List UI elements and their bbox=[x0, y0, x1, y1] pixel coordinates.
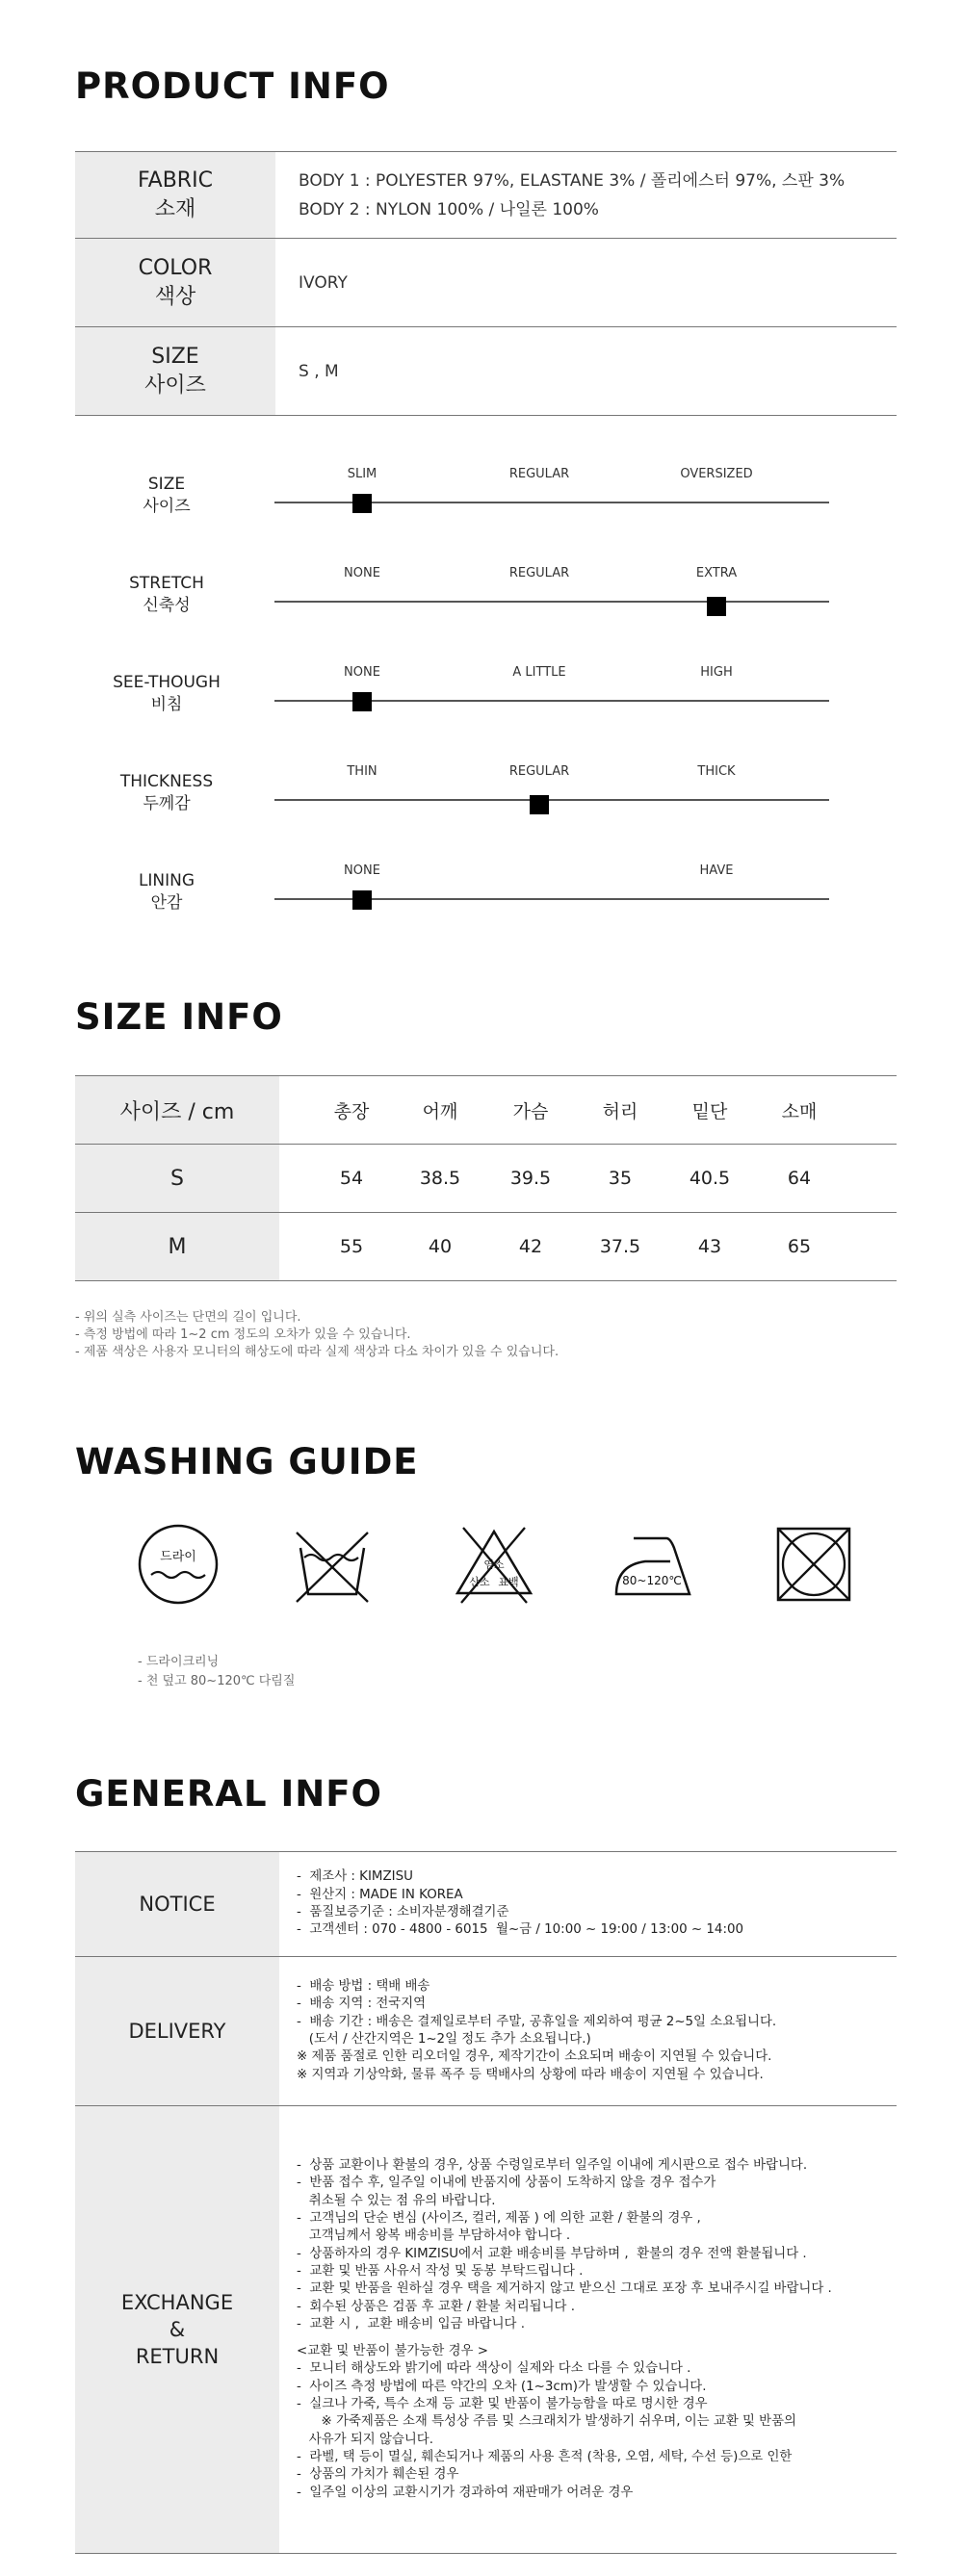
size-cell: 38.5 bbox=[419, 1168, 461, 1189]
exchange-line: - 사이즈 측정 방법에 따른 약간의 오차 (1~3cm)가 발생할 수 있습니다. bbox=[297, 2379, 707, 2394]
washing-notes bbox=[138, 1653, 295, 1691]
size-cell: 43 bbox=[697, 1236, 722, 1257]
scale-tick-label: EXTRA bbox=[695, 566, 738, 580]
color-label bbox=[75, 239, 275, 326]
size-cell: 55 bbox=[339, 1236, 364, 1257]
size-cell: 40.5 bbox=[689, 1168, 731, 1189]
scale-label-ko: 안감 bbox=[150, 893, 183, 913]
col-shoulder: 어깨 bbox=[422, 1100, 458, 1122]
size-row bbox=[75, 327, 897, 416]
delivery-row bbox=[75, 1957, 897, 2106]
scale-label-en: THICKNESS bbox=[119, 772, 214, 791]
scale-tick-label: A LITTLE bbox=[512, 665, 566, 680]
scale-label-ko: 두께감 bbox=[143, 794, 191, 813]
size-label bbox=[75, 327, 275, 415]
size-info-table bbox=[75, 1075, 897, 1281]
delivery-line: - 배송 기간 : 배송은 결제일로부터 주말, 공휴일을 제외하여 평균 2~5일 소요됩니다. bbox=[297, 2014, 777, 2029]
color-value bbox=[275, 239, 897, 326]
scale-label-en: LINING bbox=[138, 871, 195, 890]
delivery-line: ※ 지역과 기상악화, 물류 폭주 등 택배사의 상황에 따라 배송이 지연될 수 있습니다. bbox=[297, 2067, 764, 2082]
scale-tick-label: REGULAR bbox=[508, 764, 570, 779]
size-cell: 64 bbox=[787, 1168, 812, 1189]
scale-tick-label: HAVE bbox=[699, 863, 734, 878]
notice-line: - 제조사 : KIMZISU bbox=[297, 1869, 413, 1885]
scale-row bbox=[75, 849, 897, 916]
scale-label-ko: 사이즈 bbox=[143, 497, 191, 516]
dry-clean-icon bbox=[135, 1521, 221, 1608]
fabric-row bbox=[75, 152, 897, 239]
col-hem: 밑단 bbox=[691, 1100, 728, 1122]
exchange-line: - 교환 및 반품을 원하실 경우 택을 제거하지 않고 받으신 그대로 포장 후 보내주시길 바랍니다 . bbox=[297, 2281, 832, 2297]
size-note-2: - 측정 방법에 따라 1~2 cm 정도의 오차가 있을 수 있습니다. bbox=[75, 1327, 411, 1342]
exchange-line: 취소될 수 있는 점 유의 바랍니다. bbox=[297, 2193, 496, 2208]
notice-line: - 원산지 : MADE IN KOREA bbox=[297, 1887, 463, 1902]
scale-row bbox=[75, 552, 897, 619]
exchange-line: <교환 및 반품이 불가능한 경우 > bbox=[297, 2344, 488, 2359]
delivery-line: - 배송 지역 : 전국지역 bbox=[297, 1996, 427, 2012]
delivery-label-text: DELIVERY bbox=[128, 2020, 226, 2043]
scale-label bbox=[75, 771, 258, 815]
exchange-line: - 모니터 해상도와 밝기에 따라 색상이 실제와 다소 다를 수 있습니다 . bbox=[297, 2361, 691, 2377]
scale-row bbox=[75, 651, 897, 718]
scale-label-en: SIZE bbox=[147, 475, 186, 494]
general-info-table bbox=[75, 1851, 897, 2554]
scale-marker bbox=[707, 597, 726, 616]
size-cell: 39.5 bbox=[509, 1168, 552, 1189]
exchange-line: ※ 가죽제품은 소재 특성상 주름 및 스크래치가 발생하기 쉬우며, 이는 교환 및 반품의 bbox=[297, 2414, 796, 2430]
size-note-1: - 위의 실측 사이즈는 단면의 길이 입니다. bbox=[75, 1310, 301, 1325]
exchange-line: - 교환 및 반품 사유서 작성 및 동봉 부탁드립니다 . bbox=[297, 2263, 584, 2279]
scale-tick-label: SLIM bbox=[347, 467, 377, 481]
size-notes bbox=[75, 1309, 559, 1361]
size-m-label: M bbox=[75, 1213, 279, 1280]
washing-guide-title: WASHING GUIDE bbox=[75, 1441, 419, 1482]
exchange-line: - 반품 접수 후, 일주일 이내에 반품지에 상품이 도착하지 않을 경우 접수가 bbox=[297, 2176, 716, 2191]
exchange-line: - 고객님의 단순 변심 (사이즈, 컬러, 제품 ) 에 의한 교환 / 환불의 경우 , bbox=[297, 2211, 701, 2227]
scale-label-ko: 신축성 bbox=[143, 596, 191, 615]
exchange-line: 사유가 되지 않습니다. bbox=[297, 2432, 433, 2447]
fabric-label-ko: 소재 bbox=[154, 196, 196, 221]
scale-row bbox=[75, 452, 897, 520]
size-cell: 42 bbox=[518, 1236, 543, 1257]
exchange-return-content bbox=[279, 2106, 897, 2553]
scale-marker bbox=[352, 890, 372, 910]
fabric-line-1: BODY 1 : POLYESTER 97%, ELASTANE 3% / 폴리에스터 97%, 스판 3% bbox=[299, 170, 846, 191]
exchange-line: - 라벨, 택 등이 멸실, 훼손되거나 제품의 사용 흔적 (착용, 오염, 세탁, 수선 등)으로 인한 bbox=[297, 2449, 793, 2464]
delivery-line: (도서 / 산간지역은 1~2일 정도 추가 소요됩니다.) bbox=[297, 2032, 591, 2047]
scale-line bbox=[274, 799, 829, 801]
return-label-text: RETURN bbox=[135, 2345, 220, 2368]
size-header-label: 사이즈 / cm bbox=[75, 1076, 279, 1144]
washing-note-1: - 드라이크리닝 bbox=[138, 1655, 220, 1669]
scale-label bbox=[75, 474, 258, 518]
size-cell: 54 bbox=[339, 1168, 364, 1189]
exchange-line: - 상품의 가치가 훼손된 경우 bbox=[297, 2467, 459, 2483]
no-tumble-dry-icon bbox=[770, 1521, 857, 1608]
scale-tick-label: NONE bbox=[344, 665, 380, 680]
scale-tick-label: HIGH bbox=[700, 665, 733, 680]
bleach-bleach-text: 표백 bbox=[498, 1576, 519, 1588]
color-label-ko: 색상 bbox=[154, 284, 196, 309]
exchange-line: - 회수된 상품은 검품 후 교환 / 환불 처리됩니다 . bbox=[297, 2299, 575, 2314]
size-line: S , M bbox=[299, 361, 339, 381]
size-s-label: S bbox=[75, 1145, 279, 1212]
notice-label bbox=[75, 1852, 279, 1956]
scale-tick-label: REGULAR bbox=[508, 566, 570, 580]
no-bleach-icon bbox=[448, 1518, 540, 1610]
scale-tick-label: THICK bbox=[697, 764, 736, 779]
fabric-label bbox=[75, 152, 275, 238]
scale-label-en: SEE-THOUGH bbox=[113, 673, 221, 692]
fabric-line-2: BODY 2 : NYLON 100% / 나일론 100% bbox=[299, 199, 599, 219]
product-info-table bbox=[75, 151, 897, 416]
size-cell: 65 bbox=[787, 1236, 812, 1257]
table-row bbox=[75, 1213, 897, 1281]
exchange-line: - 상품 교환이나 환불의 경우, 상품 수령일로부터 일주일 이내에 게시판으로 접수 바랍니다. bbox=[297, 2158, 808, 2174]
size-note-3: - 제품 색상은 사용자 모니터의 해상도에 따라 실제 색상과 다소 차이가 있을 수 있습니다. bbox=[75, 1345, 560, 1359]
exchange-line: 고객님께서 왕복 배송비를 부담하셔야 합니다 . bbox=[297, 2228, 571, 2244]
exchange-return-row bbox=[75, 2106, 897, 2554]
scale-label-en: STRETCH bbox=[129, 574, 204, 593]
delivery-label bbox=[75, 1957, 279, 2105]
delivery-line: ※ 제품 품절로 인한 리오더일 경우, 제작기간이 소요되며 배송이 지연될 수 있습니다. bbox=[297, 2049, 772, 2065]
col-total-length: 총장 bbox=[333, 1100, 370, 1122]
scale-label bbox=[75, 573, 258, 617]
notice-row bbox=[75, 1852, 897, 1957]
color-line: IVORY bbox=[299, 272, 348, 293]
notice-label-text: NOTICE bbox=[139, 1893, 216, 1916]
scale-tick-label: REGULAR bbox=[508, 467, 570, 481]
size-cell: 37.5 bbox=[599, 1236, 641, 1257]
exchange-label-text: EXCHANGE bbox=[120, 2291, 234, 2314]
fabric-label-en: FABRIC bbox=[138, 167, 213, 193]
product-info-title: PRODUCT INFO bbox=[75, 65, 390, 107]
exchange-return-label bbox=[75, 2106, 279, 2553]
exchange-line: - 교환 시 , 교환 배송비 입금 바랍니다 . bbox=[297, 2316, 526, 2331]
scale-label bbox=[75, 672, 258, 716]
dry-clean-text: 드라이 bbox=[160, 1550, 196, 1564]
scale-tick-label: NONE bbox=[344, 566, 380, 580]
exchange-line: - 일주일 이상의 교환시기가 경과하여 재판매가 어려운 경우 bbox=[297, 2485, 634, 2500]
notice-line: - 품질보증기준 : 소비자분쟁해결기준 bbox=[297, 1905, 509, 1919]
size-cell: 40 bbox=[428, 1236, 453, 1257]
general-info-title: GENERAL INFO bbox=[75, 1773, 382, 1815]
delivery-line: - 배송 방법 : 택배 배송 bbox=[297, 1979, 430, 1995]
col-waist: 허리 bbox=[602, 1100, 638, 1122]
notice-line: - 고객센터 : 070 - 4800 - 6015 월~금 / 10:00 ~ 19:00 / 13:00 ~ 14:00 bbox=[297, 1922, 743, 1938]
washing-note-2: - 천 덮고 80~120℃ 다림질 bbox=[138, 1674, 296, 1688]
scale-label bbox=[75, 870, 258, 914]
size-label-ko: 사이즈 bbox=[144, 373, 206, 398]
scale-line bbox=[274, 601, 829, 603]
delivery-content bbox=[279, 1957, 897, 2105]
scale-marker bbox=[530, 795, 549, 814]
scale-tick-label: OVERSIZED bbox=[680, 467, 753, 481]
color-label-en: COLOR bbox=[138, 255, 213, 280]
scale-marker bbox=[352, 692, 372, 711]
no-wash-icon bbox=[289, 1521, 376, 1608]
iron-temp-text: 80~120℃ bbox=[622, 1574, 682, 1587]
bleach-oxygen-text: 산소 bbox=[469, 1576, 490, 1588]
table-row bbox=[75, 1145, 897, 1213]
scale-tick-label: NONE bbox=[344, 863, 380, 878]
size-value bbox=[275, 327, 897, 415]
scale-marker bbox=[352, 494, 372, 513]
ampersand-label-text: & bbox=[169, 2318, 186, 2341]
notice-content bbox=[279, 1852, 897, 1956]
fabric-value bbox=[275, 152, 897, 238]
spacer bbox=[297, 2333, 897, 2343]
exchange-line: - 실크나 가죽, 특수 소재 등 교환 및 반품이 불가능함을 따로 명시한 경우 bbox=[297, 2397, 708, 2412]
size-header-row bbox=[75, 1076, 897, 1145]
size-label-en: SIZE bbox=[151, 344, 199, 369]
col-sleeve: 소매 bbox=[781, 1100, 818, 1122]
scale-row bbox=[75, 750, 897, 817]
scale-label-ko: 비침 bbox=[150, 695, 183, 714]
scale-tick-label: THIN bbox=[347, 764, 377, 779]
color-row bbox=[75, 239, 897, 327]
size-cell: 35 bbox=[608, 1168, 633, 1189]
bleach-chlorine-text: 염소 bbox=[483, 1558, 505, 1571]
size-info-title: SIZE INFO bbox=[75, 996, 283, 1038]
exchange-line: - 상품하자의 경우 KIMZISU에서 교환 배송비를 부담하며 , 환불의 경우 전액 환불됩니다 . bbox=[297, 2246, 807, 2261]
col-chest: 가슴 bbox=[512, 1100, 549, 1122]
iron-icon bbox=[607, 1521, 703, 1608]
